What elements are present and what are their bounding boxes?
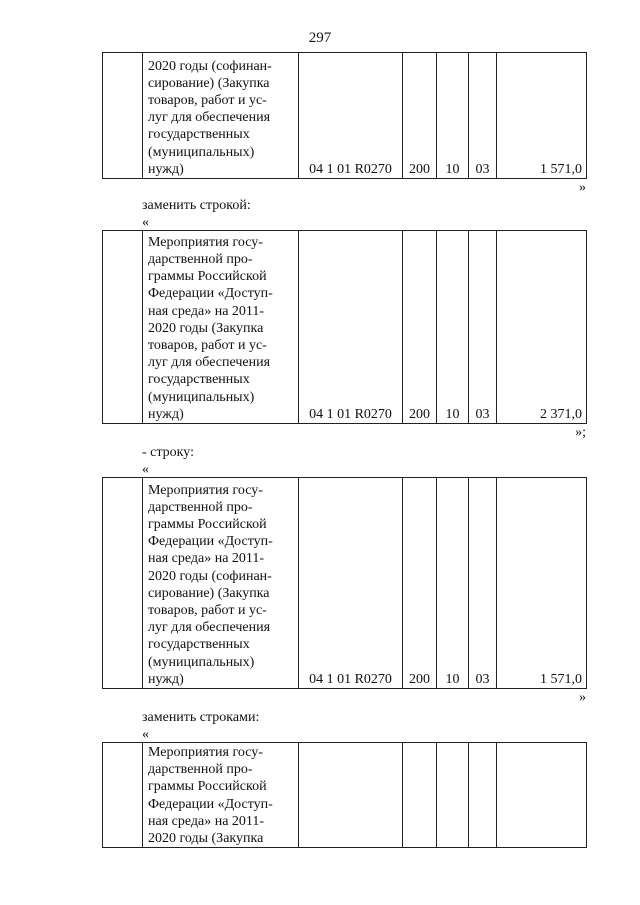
table-row [103, 743, 587, 848]
table-row [103, 53, 587, 179]
description-line: Мероприятия госу- [148, 745, 263, 760]
description-line: 2020 годы (Закупка [148, 831, 264, 847]
description-line: товаров, работ и ус- [148, 337, 267, 353]
section-cell: 10 [437, 53, 469, 179]
budget-table-2 [102, 230, 587, 424]
blank-cell [103, 478, 143, 689]
description-line: Мероприятия госу- [148, 234, 263, 250]
description-line: (муниципальных) [148, 654, 255, 670]
blank-cell [103, 53, 143, 179]
description-cell [143, 53, 299, 179]
instruction-text: - строку: [142, 445, 194, 460]
expense-type-cell: 200 [403, 231, 437, 424]
amount-cell: 1 571,0 [497, 53, 587, 179]
budget-table-3 [102, 477, 587, 689]
description-line: 2020 годы (софинан- [148, 58, 272, 74]
expense-type-cell: 200 [403, 478, 437, 689]
blank-cell [103, 231, 143, 424]
expense-type-cell: 200 [403, 53, 437, 179]
target-code-cell: 04 1 01 R0270 [299, 53, 403, 179]
description-line: граммы Российской [148, 779, 267, 795]
blank-cell [103, 743, 143, 848]
opening-quote: « [142, 215, 149, 230]
description-line: Мероприятия госу- [148, 482, 263, 498]
description-line: нужд) [148, 406, 184, 422]
table-row [103, 478, 587, 689]
table-row [103, 231, 587, 424]
closing-quote: »; [575, 425, 586, 440]
description-line: Федерации «Доступ- [148, 534, 273, 550]
instruction-text: заменить строками: [142, 710, 260, 725]
description-line: государственных [148, 127, 250, 143]
section-cell [437, 743, 469, 848]
description-cell [143, 478, 299, 689]
description-line: ная среда» на 2011- [148, 551, 265, 567]
description-line: 2020 годы (Закупка [148, 320, 264, 336]
description-line: нужд) [148, 671, 184, 687]
description-line: товаров, работ и ус- [148, 602, 267, 618]
subsection-cell [469, 743, 497, 848]
description-line: дарственной про- [148, 499, 253, 515]
opening-quote: « [142, 727, 149, 742]
description-line: сирование) (Закупка [148, 75, 270, 91]
description-line: граммы Российской [148, 269, 267, 285]
description-line: луг для обеспечения [148, 355, 271, 371]
description-line: граммы Российской [148, 516, 267, 532]
budget-table-1 [102, 52, 587, 179]
description-line: (муниципальных) [148, 144, 255, 160]
amount-cell: 2 371,0 [497, 231, 587, 424]
amount-cell [497, 743, 587, 848]
description-line: товаров, работ и ус- [148, 92, 267, 108]
description-line: Федерации «Доступ- [148, 286, 273, 302]
budget-table-4 [102, 742, 587, 848]
target-code-cell: 04 1 01 R0270 [299, 478, 403, 689]
description-line: ная среда» на 2011- [148, 303, 265, 319]
subsection-cell: 03 [469, 231, 497, 424]
target-code-cell [299, 743, 403, 848]
closing-quote: » [579, 690, 586, 705]
description-cell [143, 231, 299, 424]
description-line: дарственной про- [148, 762, 253, 778]
closing-quote: » [579, 180, 586, 195]
description-line: ная среда» на 2011- [148, 813, 265, 829]
description-line: дарственной про- [148, 251, 253, 267]
instruction-text: заменить строкой: [142, 198, 251, 213]
amount-cell: 1 571,0 [497, 478, 587, 689]
expense-type-cell [403, 743, 437, 848]
description-line: луг для обеспечения [148, 110, 271, 126]
section-cell: 10 [437, 478, 469, 689]
description-line: сирование) (Закупка [148, 585, 270, 601]
description-cell [143, 743, 299, 848]
section-cell: 10 [437, 231, 469, 424]
description-line: нужд) [148, 161, 184, 177]
description-line: 2020 годы (софинан- [148, 568, 272, 584]
opening-quote: « [142, 462, 149, 477]
description-line: (муниципальных) [148, 389, 255, 405]
subsection-cell: 03 [469, 53, 497, 179]
description-line: государственных [148, 372, 250, 388]
page-number: 297 [308, 30, 332, 46]
description-line: государственных [148, 637, 250, 653]
description-line: луг для обеспечения [148, 620, 271, 636]
target-code-cell: 04 1 01 R0270 [299, 231, 403, 424]
description-line: Федерации «Доступ- [148, 796, 273, 812]
subsection-cell: 03 [469, 478, 497, 689]
